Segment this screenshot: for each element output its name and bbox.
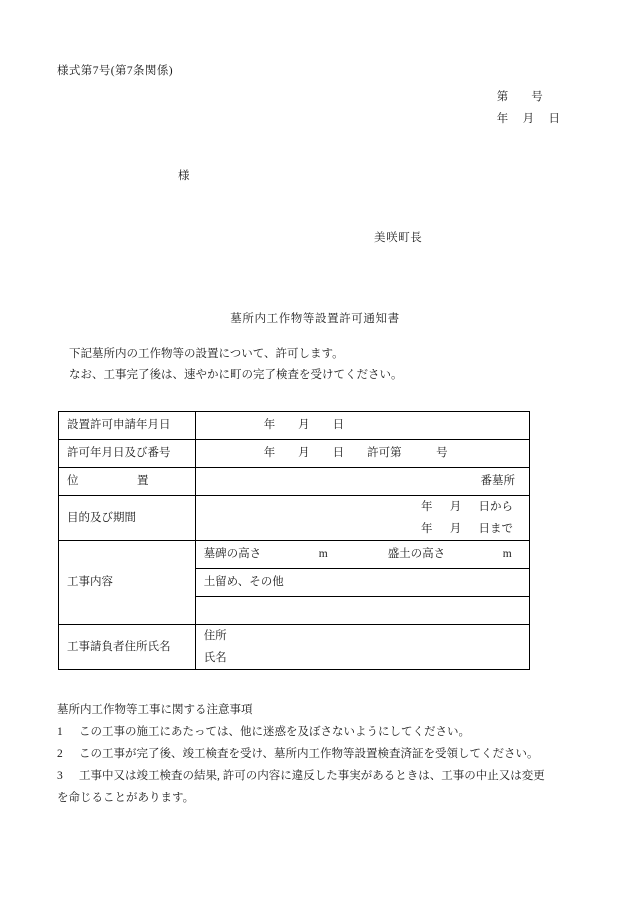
document-number-block	[497, 86, 560, 130]
row-label-application-date: 設置許可申請年月日	[59, 412, 196, 440]
row-label-location: 位 置	[59, 468, 196, 496]
note-item	[57, 721, 577, 743]
tombstone-height-unit: m	[318, 548, 328, 560]
note-number: 3	[57, 770, 63, 782]
table-row	[59, 440, 530, 468]
row-value-application-date	[195, 412, 529, 440]
tombstone-height-label: 墓碑の高さ	[203, 548, 262, 560]
table-row	[59, 412, 530, 440]
note-text: この工事が完了後、竣工検査を受け、墓所内工作物等設置検査済証を受領してください。	[79, 748, 539, 760]
lead-line-1: 下記墓所内の工作物等の設置について、許可します。	[69, 348, 344, 360]
period-from-field: 年 月 日から	[421, 501, 513, 513]
table-row	[59, 541, 530, 569]
row-value-location	[195, 468, 529, 496]
embankment-height-label: 盛土の高さ	[387, 548, 446, 560]
row-value-purpose-period	[195, 496, 529, 541]
table-row	[59, 468, 530, 496]
table-row	[59, 496, 530, 541]
location-field: 番墓所	[480, 475, 515, 487]
note-continuation: を命じることがあります。	[57, 792, 195, 804]
application-details-table	[58, 411, 530, 670]
note-text: 工事中又は竣工検査の結果, 許可の内容に違反した事実があるときは、工事の中止又は変更	[79, 770, 545, 782]
document-number-line: 第 号	[496, 91, 543, 103]
row-value-contractor	[195, 625, 529, 670]
row-label-contractor: 工事請負者住所氏名	[59, 625, 196, 670]
embankment-height-unit: m	[502, 548, 512, 560]
note-number: 1	[57, 726, 63, 738]
permit-date-number-fields: 年 月 日 許可第 号	[263, 447, 448, 459]
form-number: 様式第7号(第7条関係)	[57, 65, 173, 77]
addressee-honorific: 様	[178, 170, 190, 182]
application-date-fields: 年 月 日	[263, 419, 345, 431]
work-heights-fields	[204, 546, 521, 563]
contractor-fields	[204, 625, 521, 669]
row-label-purpose-period: 目的及び期間	[59, 496, 196, 541]
row-value-retaining-other: 土留め、その他	[195, 569, 529, 597]
lead-paragraph	[57, 344, 577, 386]
note-item	[57, 765, 577, 787]
page-title: 墓所内工作物等設置許可通知書	[230, 313, 400, 325]
lead-line-2: なお、工事完了後は、速やかに町の完了検査を受けてください。	[69, 369, 403, 381]
row-value-work-blank	[195, 597, 529, 625]
issuer-name: 美咲町長	[374, 232, 423, 244]
row-label-permit-date-number: 許可年月日及び番号	[59, 440, 196, 468]
row-value-work-heights	[195, 541, 529, 569]
document-date-line: 年 月 日	[496, 113, 560, 125]
table-row	[59, 625, 530, 670]
notes-heading: 墓所内工作物等工事に関する注意事項	[57, 704, 253, 716]
contractor-address-label: 住所	[203, 630, 227, 642]
contractor-name-label: 氏名	[203, 652, 227, 664]
notes-section	[57, 699, 577, 809]
note-text: この工事の施工にあたっては、他に迷惑を及ぼさないようにしてください。	[79, 726, 470, 738]
row-value-permit-date-number	[195, 440, 529, 468]
note-number: 2	[57, 748, 63, 760]
note-item	[57, 743, 577, 765]
row-label-work-content: 工事内容	[59, 541, 196, 625]
period-to-field: 年 月 日まで	[421, 523, 513, 535]
